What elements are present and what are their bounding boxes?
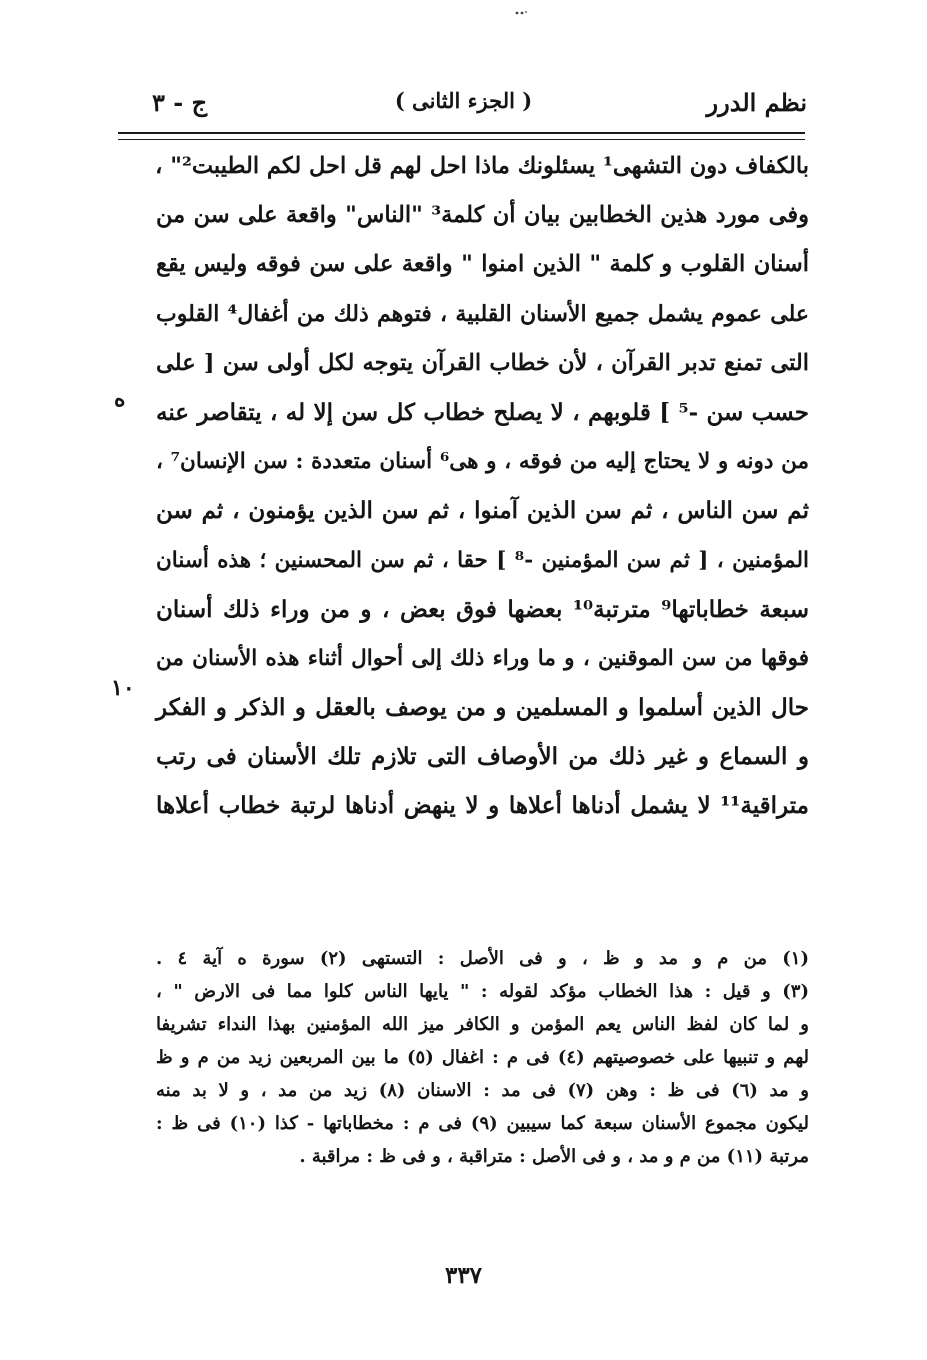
text-line: على عموم يشمل جميع الأسنان القلبية ، فتوهم ذلك من أغفال⁴ القلوب: [156, 300, 809, 327]
text-line: وفى مورد هذين الخطابين بيان أن كلمة³ "الناس" واقعة على سن من: [156, 202, 810, 229]
footnote-line: (١) من م و مد و ظ ، و فى الأصل : التستهى (٢) سورة ه آية ٤ .: [156, 948, 809, 969]
header-part-page: ج - ٣: [152, 88, 208, 117]
header-rule-thick: [118, 132, 805, 134]
text-line: فوقها من سن الموقنين ، و ما وراء ذلك إلى أحوال أثناء هذه الأسنان من: [156, 645, 809, 671]
text-line: بالكفاف دون التشهى¹ يسئلونك ماذا احل لهم قل احل لكم الطيبت²" ،: [155, 153, 809, 179]
footnote-line: و مد (٦) فى ظ : وهن (٧) فى مد : الاسنان (٨) زيد من مد ، و لا بد منه: [156, 1080, 809, 1101]
header-volume: ( الجزء الثانى ): [394, 88, 533, 113]
text-line: ثم سن الناس ، ثم سن الذين آمنوا ، ثم سن الذين يؤمنون ، ثم سن: [156, 497, 809, 525]
footnote-line: (٣) و قيل : هذا الخطاب مؤكد لقوله : " يايها الناس كلوا مما فى الارض " ،: [156, 981, 809, 1002]
scan-mark-icon: [514, 10, 528, 16]
footnote-line: مرتبة (١١) من م و مد ، و فى الأصل : متراقبة ، و فى ظ : مراقبة .: [299, 1146, 809, 1167]
header-book-title: نظم الدرر: [706, 88, 807, 117]
text-line: أسنان القلوب و كلمة " الذين امنوا " واقعة على سن فوقه وليس يقع: [156, 251, 809, 278]
footnotes: [156, 942, 809, 1173]
text-line: التى تمنع تدبر القرآن ، لأن خطاب القرآن يتوجه لكل أولى سن [ على: [156, 349, 809, 376]
text-line: متراقية¹¹ لا يشمل أدناها أعلاها و لا ينهض أدناها لرتبة خطاب أعلاها: [156, 792, 809, 820]
footnote-line: و لما كان لفظ الناس يعم المؤمن و الكافر ميز الله المؤمنين بهذا النداء تشريفا: [156, 1014, 809, 1035]
line-number-5: ه: [114, 386, 126, 412]
main-text: [156, 142, 809, 831]
footnote-line: ليكون مجموع الأسنان سبعة كما سيبين (٩) فى م : مخطاباتها - كذا (١٠) فى ظ :: [156, 1113, 809, 1134]
running-header: [118, 78, 809, 128]
text-line: سبعة خطاباتها⁹ مترتبة¹⁰ بعضها فوق بعض ، و من وراء ذلك أسنان: [156, 595, 809, 623]
text-line: من دونه و لا يحتاج إليه من فوقه ، و هى⁶ أسنان متعددة : سن الإنسان⁷ ،: [156, 449, 809, 475]
text-line: المؤمنين ، [ ثم سن المؤمنين -⁸ ] حقا ، ثم سن المحسنين ؛ هذه أسنان: [156, 547, 809, 573]
text-line: حال الذين أسلموا و المسلمين و من يوصف بالعقل و الذكر و الفكر: [156, 694, 809, 722]
line-number-10: ١٠: [111, 675, 135, 701]
text-line: و السماع و غير ذلك من الأوصاف التى تلازم تلك الأسنان فى رتب: [156, 743, 809, 771]
page-number: ٣٣٧: [444, 1262, 483, 1289]
footnote-line: لهم و تنبيها على خصوصيتهم (٤) فى م : اغفال (٥) ما بين المربعين زيد من م و ظ: [156, 1047, 809, 1068]
header-rule-thin: [118, 139, 805, 140]
text-line: حسب سن -⁵ ] قلوبهم ، لا يصلح خطاب كل سن إلا له ، يتقاصر عنه: [156, 398, 809, 426]
